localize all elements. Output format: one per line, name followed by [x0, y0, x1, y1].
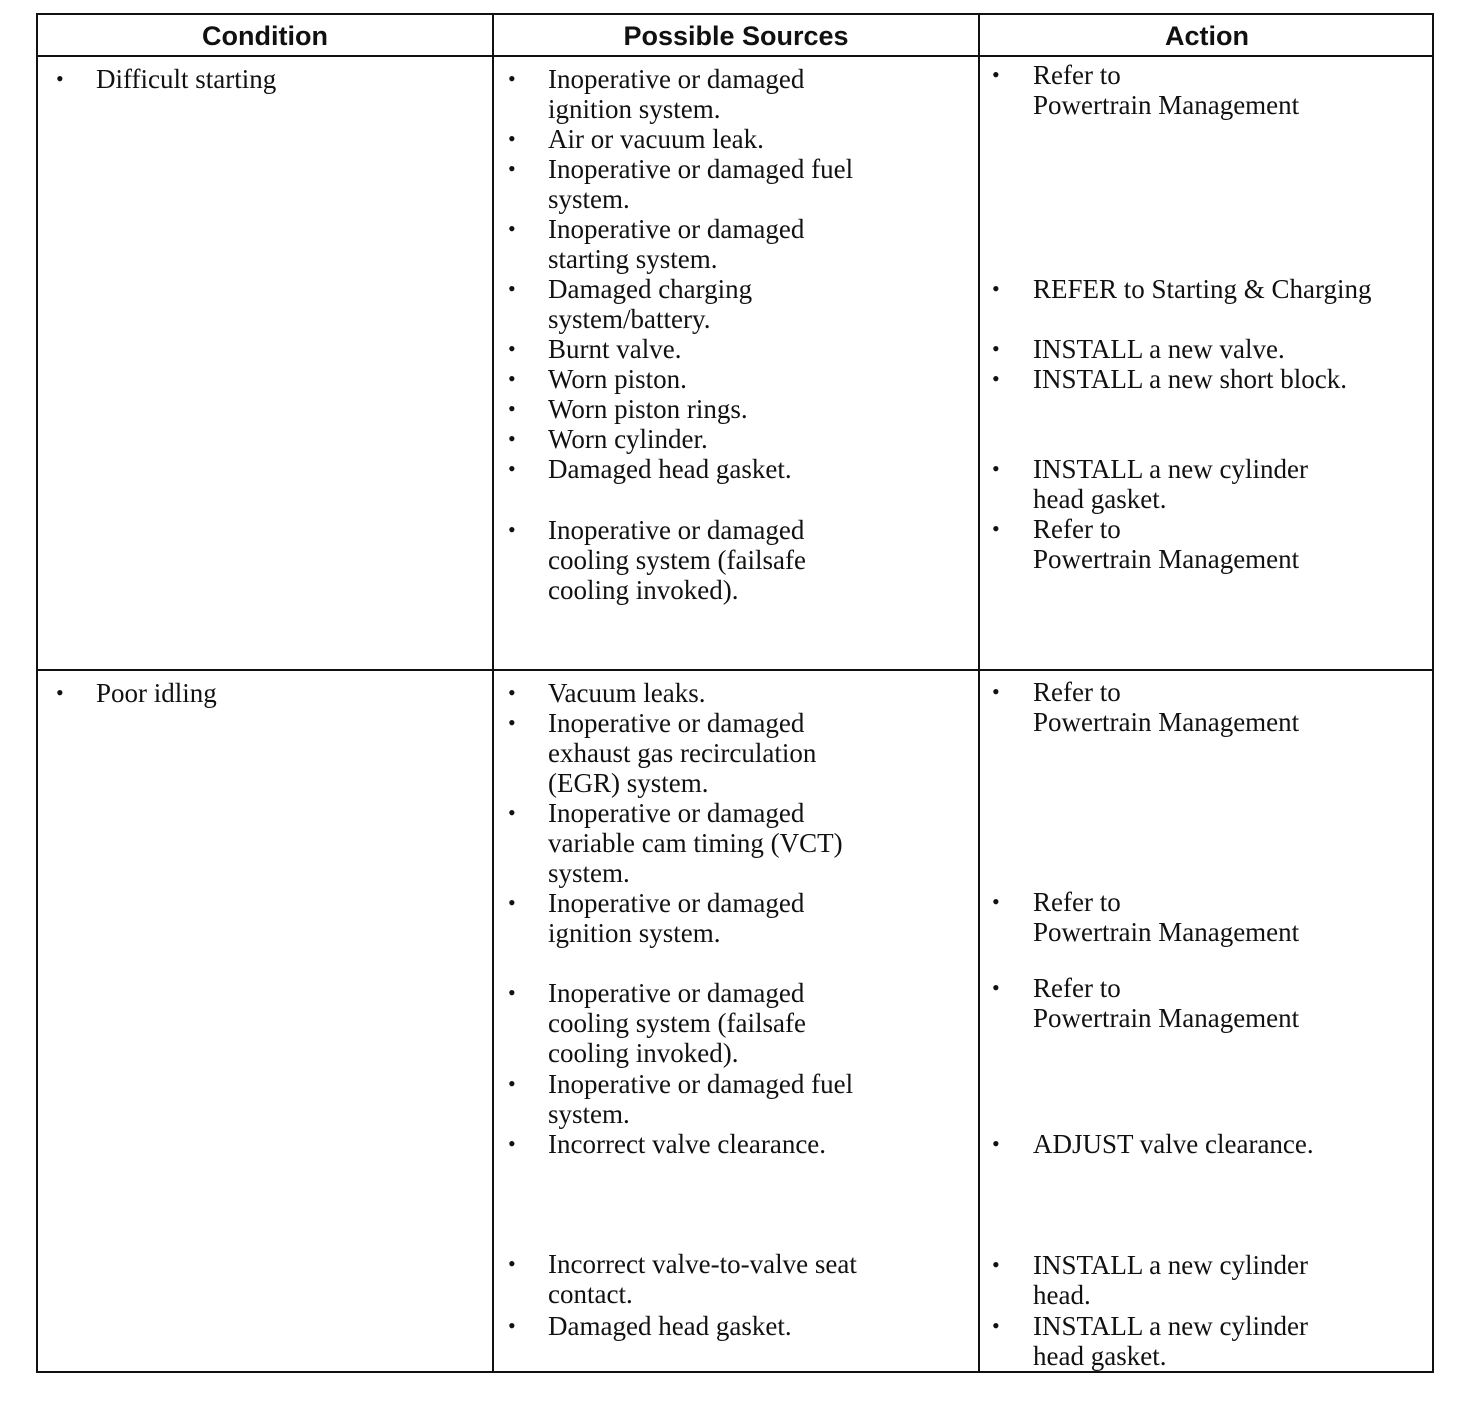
- source-item-line: cooling system (failsafe: [548, 545, 806, 575]
- action-item: [1033, 514, 1299, 574]
- row-divider: [38, 669, 1432, 671]
- source-item-line: cooling invoked).: [548, 575, 739, 605]
- source-item-line: (EGR) system.: [548, 768, 709, 798]
- bullet-icon: •: [508, 396, 516, 421]
- source-item: [548, 978, 806, 1068]
- action-item-line: Powertrain Management: [1033, 544, 1300, 574]
- bullet-icon: •: [508, 1071, 516, 1096]
- bullet-icon: •: [992, 975, 1000, 1000]
- source-item-line: system.: [548, 184, 630, 214]
- action-item-line: head.: [1033, 1280, 1091, 1310]
- action-item: [1033, 364, 1347, 394]
- action-item-line: Powertrain Management: [1033, 90, 1300, 120]
- source-item-line: Inoperative or damaged: [548, 798, 805, 828]
- source-item: [548, 1249, 857, 1309]
- source-item: [548, 1311, 792, 1341]
- source-item: [548, 678, 705, 708]
- action-item-line: INSTALL a new cylinder: [1033, 1250, 1308, 1280]
- bullet-icon: •: [508, 366, 516, 391]
- source-item: [548, 708, 816, 798]
- bullet-icon: •: [508, 456, 516, 481]
- source-item: [548, 424, 708, 454]
- bullet-icon: •: [508, 800, 516, 825]
- bullet-icon: •: [992, 516, 1000, 541]
- action-item-line: REFER to Starting & Charging: [1033, 274, 1372, 304]
- source-item-line: ignition system.: [548, 94, 721, 124]
- troubleshooting-table: [36, 13, 1434, 1373]
- action-item-line: INSTALL a new cylinder: [1033, 1311, 1308, 1341]
- source-item: [548, 154, 853, 214]
- action-item: [1033, 454, 1308, 514]
- header-possible-sources: Possible Sources: [623, 21, 849, 51]
- bullet-icon: •: [508, 1131, 516, 1156]
- action-item: [1033, 887, 1299, 947]
- source-item: [548, 364, 687, 394]
- source-item-line: exhaust gas recirculation: [548, 738, 817, 768]
- bullet-icon: •: [992, 276, 1000, 301]
- source-item: [548, 214, 804, 274]
- action-item-line: head gasket.: [1033, 484, 1167, 514]
- bullet-icon: •: [992, 1131, 1000, 1156]
- bullet-icon: •: [992, 889, 1000, 914]
- source-item-line: Worn piston.: [548, 364, 687, 394]
- header-condition: Condition: [202, 21, 328, 51]
- bullet-icon: •: [508, 517, 516, 542]
- source-item-line: Inoperative or damaged fuel: [548, 1069, 854, 1099]
- column-divider: [978, 15, 980, 1371]
- source-item: [548, 515, 806, 605]
- header-divider: [38, 55, 1432, 57]
- source-item: [548, 64, 804, 124]
- source-item: [548, 888, 804, 948]
- source-item-line: system.: [548, 858, 630, 888]
- action-item-line: Refer to: [1033, 60, 1121, 90]
- header-action: Action: [1165, 21, 1249, 51]
- source-item-line: Damaged head gasket.: [548, 1311, 792, 1341]
- source-item-line: Inoperative or damaged: [548, 888, 805, 918]
- source-item-line: Damaged charging: [548, 274, 753, 304]
- action-item: [1033, 1129, 1314, 1159]
- bullet-icon: •: [508, 66, 516, 91]
- source-item-line: Air or vacuum leak.: [548, 124, 764, 154]
- condition-item-line: Poor idling: [96, 678, 217, 708]
- bullet-icon: •: [508, 156, 516, 181]
- source-item-line: Burnt valve.: [548, 334, 682, 364]
- source-item-line: Inoperative or damaged: [548, 214, 805, 244]
- source-item: [548, 454, 792, 484]
- bullet-icon: •: [56, 680, 64, 705]
- action-item-line: Refer to: [1033, 887, 1121, 917]
- source-item-line: cooling invoked).: [548, 1038, 739, 1068]
- bullet-icon: •: [508, 276, 516, 301]
- source-item-line: Inoperative or damaged: [548, 708, 805, 738]
- bullet-icon: •: [508, 1313, 516, 1338]
- bullet-icon: •: [508, 1251, 516, 1276]
- source-item: [548, 1069, 853, 1129]
- source-item-line: contact.: [548, 1279, 633, 1309]
- bullet-icon: •: [992, 62, 1000, 87]
- source-item-line: Vacuum leaks.: [548, 678, 706, 708]
- action-item: [1033, 334, 1285, 364]
- source-item-line: Inoperative or damaged: [548, 978, 805, 1008]
- source-item-line: Worn piston rings.: [548, 394, 748, 424]
- action-item-line: Powertrain Management: [1033, 707, 1300, 737]
- action-item: [1033, 60, 1299, 120]
- source-item: [548, 798, 843, 888]
- action-item-line: Refer to: [1033, 973, 1121, 1003]
- action-item-line: Refer to: [1033, 677, 1121, 707]
- bullet-icon: •: [508, 426, 516, 451]
- source-item-line: Inoperative or damaged: [548, 64, 805, 94]
- action-item: [1033, 973, 1299, 1033]
- action-item-line: Powertrain Management: [1033, 917, 1300, 947]
- source-item-line: starting system.: [548, 244, 718, 274]
- bullet-icon: •: [992, 336, 1000, 361]
- action-item-line: INSTALL a new short block.: [1033, 364, 1348, 394]
- bullet-icon: •: [508, 980, 516, 1005]
- condition-item-line: Difficult starting: [96, 64, 277, 94]
- source-item: [548, 124, 764, 154]
- source-item: [548, 334, 681, 364]
- column-divider: [492, 15, 494, 1371]
- condition-item: [96, 678, 217, 708]
- action-item: [1033, 1311, 1308, 1371]
- bullet-icon: •: [992, 456, 1000, 481]
- bullet-icon: •: [992, 366, 1000, 391]
- source-item-line: Inoperative or damaged: [548, 515, 805, 545]
- action-item: [1033, 1250, 1308, 1310]
- source-item-line: cooling system (failsafe: [548, 1008, 806, 1038]
- bullet-icon: •: [508, 710, 516, 735]
- bullet-icon: •: [508, 126, 516, 151]
- source-item-line: Incorrect valve clearance.: [548, 1129, 827, 1159]
- bullet-icon: •: [992, 1252, 1000, 1277]
- source-item: [548, 1129, 826, 1159]
- bullet-icon: •: [56, 66, 64, 91]
- source-item-line: Damaged head gasket.: [548, 454, 792, 484]
- action-item: [1033, 677, 1299, 737]
- source-item-line: system.: [548, 1099, 630, 1129]
- source-item: [548, 394, 748, 424]
- action-item: [1033, 274, 1372, 304]
- bullet-icon: •: [508, 890, 516, 915]
- source-item-line: variable cam timing (VCT): [548, 828, 843, 858]
- condition-item: [96, 64, 276, 94]
- action-item-line: INSTALL a new cylinder: [1033, 454, 1308, 484]
- action-item-line: INSTALL a new valve.: [1033, 334, 1285, 364]
- source-item: [548, 274, 752, 334]
- bullet-icon: •: [508, 680, 516, 705]
- bullet-icon: •: [992, 679, 1000, 704]
- source-item-line: ignition system.: [548, 918, 721, 948]
- action-item-line: ADJUST valve clearance.: [1033, 1129, 1314, 1159]
- action-item-line: head gasket.: [1033, 1341, 1167, 1371]
- bullet-icon: •: [992, 1313, 1000, 1338]
- source-item-line: Worn cylinder.: [548, 424, 708, 454]
- source-item-line: Inoperative or damaged fuel: [548, 154, 854, 184]
- source-item-line: Incorrect valve-to-valve seat: [548, 1249, 857, 1279]
- action-item-line: Powertrain Management: [1033, 1003, 1300, 1033]
- bullet-icon: •: [508, 216, 516, 241]
- action-item-line: Refer to: [1033, 514, 1121, 544]
- bullet-icon: •: [508, 336, 516, 361]
- source-item-line: system/battery.: [548, 304, 711, 334]
